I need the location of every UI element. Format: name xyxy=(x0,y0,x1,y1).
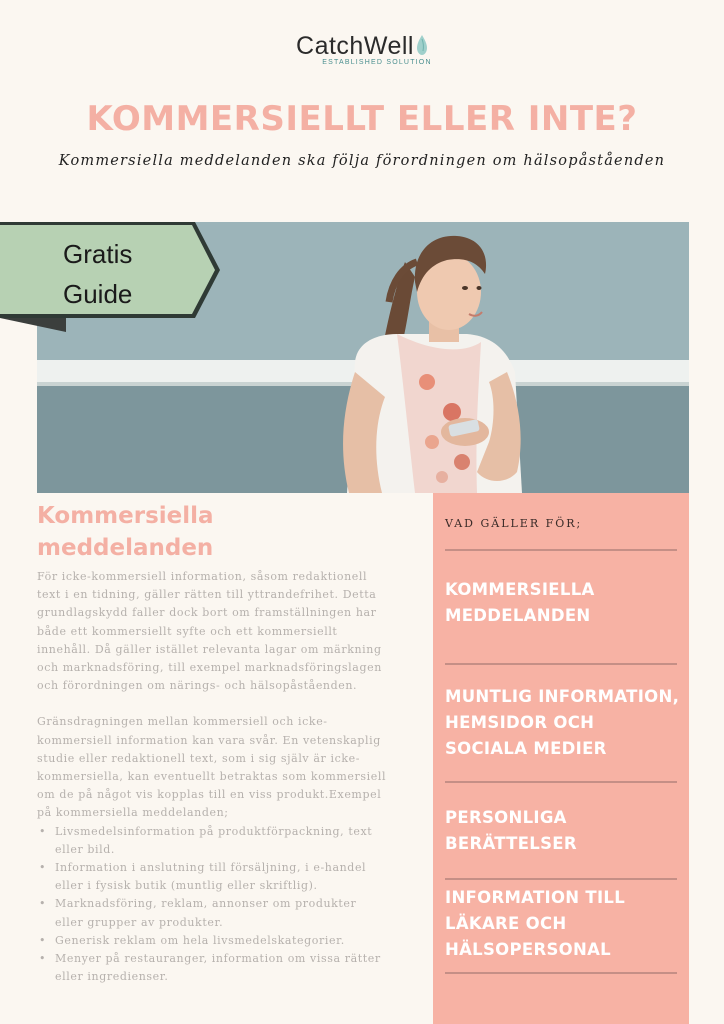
list-item: • Information i anslutning till försäljning, i e-handel eller i fysisk butik (muntlig eller skriftlig). xyxy=(37,859,387,895)
divider xyxy=(445,549,677,551)
panel-item-2: MUNTLIG INFORMATION, HEMSIDOR OCH SOCIALA MEDIER xyxy=(445,687,680,758)
brand-name: CatchWell xyxy=(296,32,428,61)
ribbon-line-1: Gratis xyxy=(63,239,133,269)
paragraph-1: För icke-kommersiell information, såsom redaktionell text i en tidning, gäller rätten till yttrandefrihet. Detta grundlagskydd faller dock bort om framställningen har både ett kommersiellt syfte och ett kommersiellt innehåll. Då gäller istället relevanta lagar om märkning och marknadsföring, till exempel marknadsföringslagen och förordningen om närings- och hälsopåståenden. xyxy=(37,570,382,693)
list-item: • Generisk reklam om hela livsmedelskategorier. xyxy=(37,932,387,950)
list-item: • Livsmedelsinformation på produktförpackning, text eller bild. xyxy=(37,823,387,859)
left-content-column xyxy=(37,500,387,986)
paragraph-2: Gränsdragningen mellan kommersiell och icke-kommersiell information kan vara svår. En vetenskaplig studie eller redaktionell text, som i sig själv är icke-kommersiella, kan eventuellt betraktas som kommersiell om de på något vis kopplas till en viss produkt.Exempel på kommersiella meddelanden; xyxy=(37,715,387,820)
divider xyxy=(445,663,677,665)
page-title: KOMMERSIELLT ELLER INTE? xyxy=(86,99,638,139)
brand-tagline: ESTABLISHED SOLUTION xyxy=(322,59,432,66)
divider xyxy=(445,878,677,880)
ribbon-line-2: Guide xyxy=(63,279,133,309)
list-item: • Marknadsföring, reklam, annonser om produkter eller grupper av produkter. xyxy=(37,895,387,931)
panel-label: VAD GÄLLER FÖR; xyxy=(445,517,583,530)
section-title: Kommersiella meddelanden xyxy=(37,503,214,561)
panel-item-1: KOMMERSIELLA MEDDELANDEN xyxy=(445,580,595,625)
ribbon-label xyxy=(63,234,132,314)
brand-logo xyxy=(0,32,724,66)
leaf-drop-icon xyxy=(416,34,428,56)
divider xyxy=(445,781,677,783)
page-subtitle: Kommersiella meddelanden ska följa förordningen om hälsopåståenden xyxy=(58,153,666,169)
applies-to-panel xyxy=(433,493,689,1024)
examples-list xyxy=(37,823,387,987)
panel-item-4: INFORMATION TILL LÄKARE OCH HÄLSOPERSONAL xyxy=(445,888,626,959)
panel-item-3: PERSONLIGA BERÄTTELSER xyxy=(445,808,577,853)
list-item: • Menyer på restauranger, information om vissa rätter eller ingredienser. xyxy=(37,950,387,986)
divider xyxy=(445,972,677,974)
